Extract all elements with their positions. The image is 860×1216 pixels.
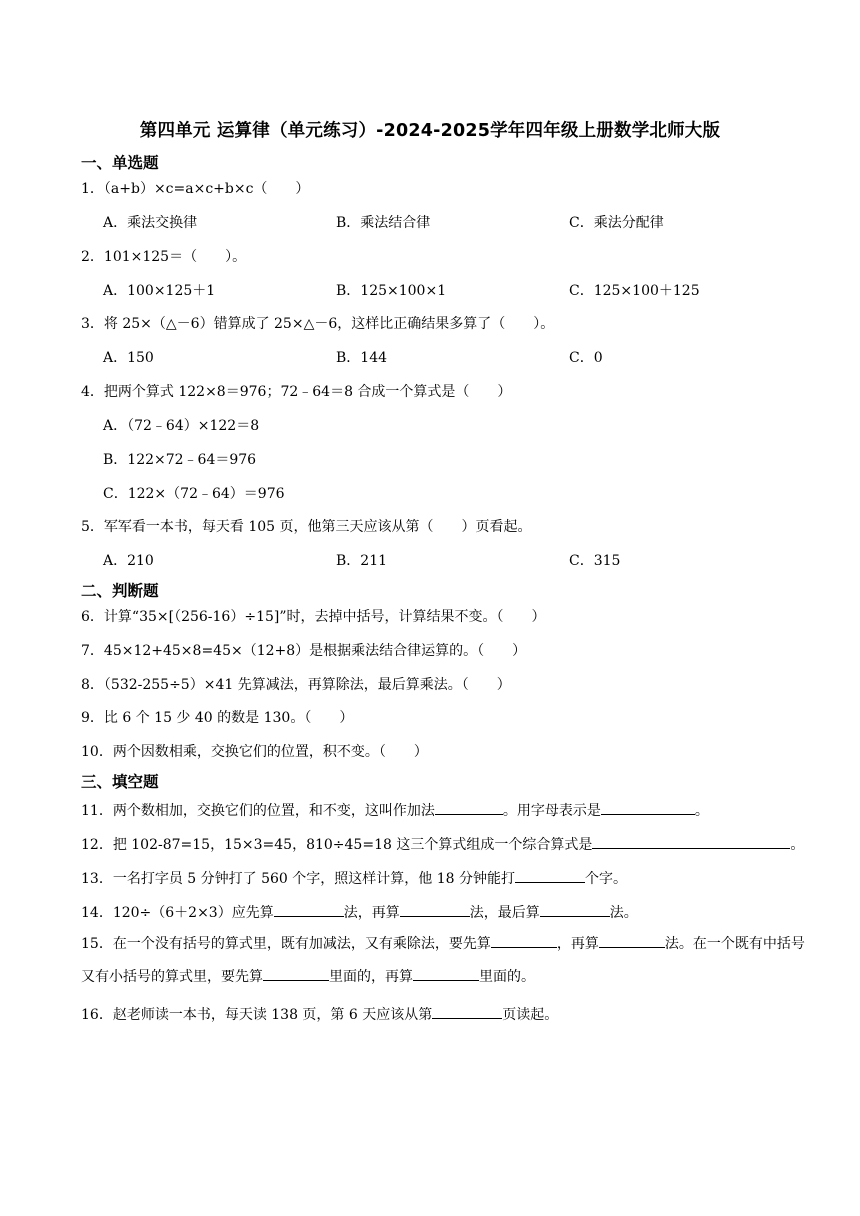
question-12 (81, 834, 804, 854)
question-10: 10．两个因数相乘，交换它们的位置，积不变。（ ） (81, 744, 428, 760)
question-11-text-2: 。用字母表示是 (502, 803, 601, 819)
question-2-option-c[interactable]: C．125×100＋125 (569, 283, 700, 299)
question-14-blank-2[interactable] (400, 902, 470, 917)
question-15-text-4: 里面的，再算 (329, 969, 413, 985)
question-14-text-3: 法，最后算 (469, 905, 540, 921)
question-4-stem: 4．把两个算式 122×8＝976；72﹣64＝8 合成一个算式是（ ） (81, 384, 512, 400)
question-5-options (103, 552, 823, 570)
question-15-text-3: 法。在一个既有中括号又有小括号的算式里，要先算 (81, 936, 805, 985)
question-15-text-2: ，再算 (556, 936, 599, 952)
question-4-option-b[interactable]: B．122×72﹣64＝976 (103, 452, 257, 468)
question-5-option-c[interactable]: C．315 (569, 553, 621, 569)
question-15-blank-4[interactable] (413, 966, 479, 981)
question-15-blank-2[interactable] (599, 933, 665, 948)
question-1-option-a[interactable]: A．乘法交换律 (103, 215, 198, 231)
question-1-option-b[interactable]: B．乘法结合律 (336, 215, 431, 231)
question-16-blank-1[interactable] (432, 1004, 502, 1019)
question-13-blank-1[interactable] (515, 868, 585, 883)
question-14 (81, 902, 638, 922)
question-8: 8．（532-255÷5）×41 先算减法，再算除法，最后算乘法。（ ） (81, 677, 511, 693)
question-2-option-a[interactable]: A．100×125＋1 (103, 283, 216, 299)
question-2-stem: 2．101×125＝（ ）。 (81, 249, 247, 265)
question-5-option-a[interactable]: A．210 (103, 553, 154, 569)
section-heading-true-false: 二、判断题 (81, 582, 159, 600)
question-3-stem: 3．将 25×（△－6）错算成了 25×△－6，这样比正确结果多算了（ ）。 (81, 316, 555, 332)
section-heading-fill-in: 三、填空题 (81, 773, 159, 791)
question-13 (81, 868, 627, 888)
question-11-text-3: 。 (694, 803, 709, 819)
question-14-text-1: 14．120÷（6＋2×3）应先算 (81, 905, 274, 921)
question-7: 7．45×12+45×8=45×（12+8）是根据乘法结合律运算的。（ ） (81, 643, 527, 659)
question-3-option-b[interactable]: B．144 (336, 350, 388, 366)
question-14-text-4: 法。 (609, 905, 638, 921)
section-heading-single-choice: 一、单选题 (81, 154, 159, 172)
question-12-text-1: 12．把 102-87=15，15×3=45，810÷45=18 这三个算式组成一个综合算式是 (81, 837, 593, 853)
question-14-blank-1[interactable] (274, 902, 344, 917)
question-1-stem: 1．（a+b）×c=a×c+b×c（ ） (81, 181, 310, 197)
page-title: 第四单元 运算律（单元练习）-2024-2025学年四年级上册数学北师大版 (139, 121, 721, 141)
question-16-text-2: 页读起。 (502, 1007, 559, 1023)
question-3-option-a[interactable]: A．150 (103, 350, 154, 366)
question-12-blank-1[interactable] (592, 834, 790, 849)
question-12-text-2: 。 (790, 837, 805, 853)
question-11-text-1: 11．两个数相加，交换它们的位置，和不变，这叫作加法 (81, 803, 435, 819)
question-16-text-1: 16．赵老师读一本书，每天读 138 页，第 6 天应该从第 (81, 1007, 433, 1023)
question-4-option-c[interactable]: C．122×（72﹣64）＝976 (103, 486, 285, 502)
question-13-text-1: 13．一名打字员 5 分钟打了 560 个字，照这样计算，他 18 分钟能打 (81, 871, 515, 887)
question-13-text-2: 个字。 (584, 871, 627, 887)
question-14-text-2: 法，再算 (343, 905, 400, 921)
question-5-stem: 5．军军看一本书，每天看 105 页，他第三天应该从第（ ）页看起。 (81, 519, 532, 535)
question-15-text-1: 15．在一个没有括号的算式里，既有加减法，又有乘除法，要先算 (81, 936, 491, 952)
question-14-blank-3[interactable] (540, 902, 610, 917)
question-6: 6．计算“35×[（256-16）÷15]”时，去掉中括号，计算结果不变。（ ） (81, 609, 546, 625)
question-1-options (103, 214, 823, 232)
question-15-blank-3[interactable] (263, 966, 329, 981)
question-15-text-5: 里面的。 (479, 969, 535, 985)
question-11 (81, 800, 709, 820)
question-1-option-c[interactable]: C．乘法分配律 (569, 215, 664, 231)
question-5-option-b[interactable]: B．211 (336, 553, 388, 569)
question-4-option-a[interactable]: A．（72﹣64）×122＝8 (103, 418, 260, 434)
question-3-options (103, 349, 823, 367)
question-3-option-c[interactable]: C．0 (569, 350, 603, 366)
question-2-options (103, 282, 823, 300)
question-9: 9．比 6 个 15 少 40 的数是 130。（ ） (81, 710, 354, 726)
question-11-blank-1[interactable] (435, 800, 503, 815)
question-15 (81, 928, 811, 994)
question-15-blank-1[interactable] (491, 933, 557, 948)
question-2-option-b[interactable]: B．125×100×1 (336, 283, 447, 299)
question-16 (81, 1004, 558, 1024)
question-11-blank-2[interactable] (601, 800, 695, 815)
